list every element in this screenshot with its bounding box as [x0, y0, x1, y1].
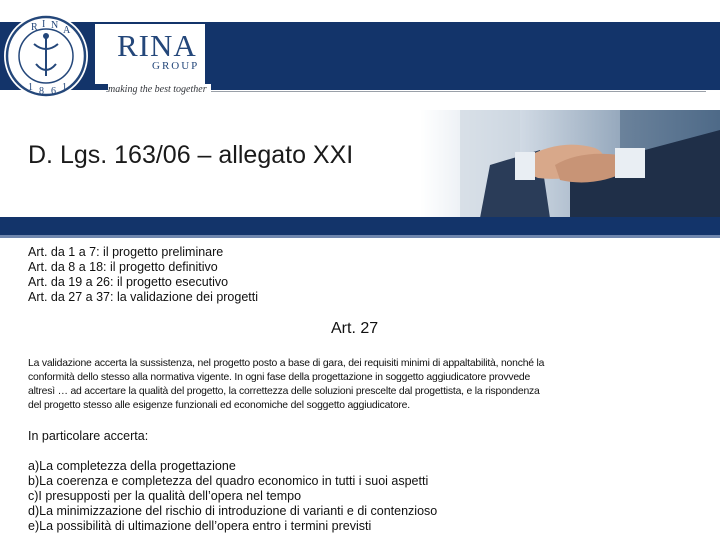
check-item: d)La minimizzazione del rischio di introduzione di varianti e di contenzioso — [28, 504, 438, 518]
check-item: a)La completezza della progettazione — [28, 459, 236, 473]
rina-seal-logo — [4, 14, 88, 98]
bar-shadow — [0, 235, 720, 238]
paragraph-line: La validazione accerta la sussistenza, nel progetto posto a base di gara, dei requisiti minimi di appaltabilità, nonché la — [28, 358, 545, 369]
article-line: Art. da 27 a 37: la validazione dei progetti — [28, 290, 259, 304]
svg-text:1: 1 — [62, 82, 67, 93]
article-heading: Art. 27 — [331, 320, 379, 337]
svg-text:A: A — [63, 25, 71, 36]
article-line: Art. da 8 a 18: il progetto definitivo — [28, 260, 218, 274]
title-underline-bar — [0, 217, 720, 235]
svg-text:N: N — [51, 20, 59, 31]
check-list — [28, 459, 437, 534]
check-item: e)La possibilità di ultimazione dell’opera entro i termini previsti — [28, 519, 372, 533]
check-item: b)La coerenza e completezza del quadro economico in tutti i suoi aspetti — [28, 474, 429, 488]
brand-name: RINA — [117, 28, 197, 63]
paragraph-line: conformità dello stesso alla normativa vigente. In ogni fase della progettazione in soggetto aggiudicatore provvede — [28, 372, 531, 383]
tagline: making the best together — [108, 84, 211, 95]
svg-text:I: I — [42, 19, 46, 30]
svg-text:6: 6 — [51, 86, 56, 97]
paragraph-line: altresì … ad accertare la qualità del progetto, la correttezza delle soluzioni prescelte dal progettista, e la rispondenza — [28, 386, 540, 397]
paragraph-line: del progetto stesso alle esigenze funzionali ed economiche del soggetto aggiudicatore. — [28, 400, 410, 411]
svg-text:8: 8 — [39, 86, 44, 97]
slide-title: D. Lgs. 163/06 – allegato XXI — [28, 141, 354, 169]
article-line: Art. da 19 a 26: il progetto esecutivo — [28, 275, 229, 289]
svg-text:1: 1 — [28, 82, 33, 93]
article-line: Art. da 1 a 7: il progetto preliminare — [28, 245, 224, 259]
svg-text:R: R — [31, 22, 38, 33]
validation-paragraph — [28, 357, 703, 413]
check-item: c)I presupposti per la qualità dell’opera nel tempo — [28, 489, 302, 503]
handshake-photo — [420, 110, 720, 218]
accerta-label: In particolare accerta: — [28, 429, 149, 443]
brand-group: GROUP — [152, 60, 200, 72]
article-list — [28, 245, 258, 305]
